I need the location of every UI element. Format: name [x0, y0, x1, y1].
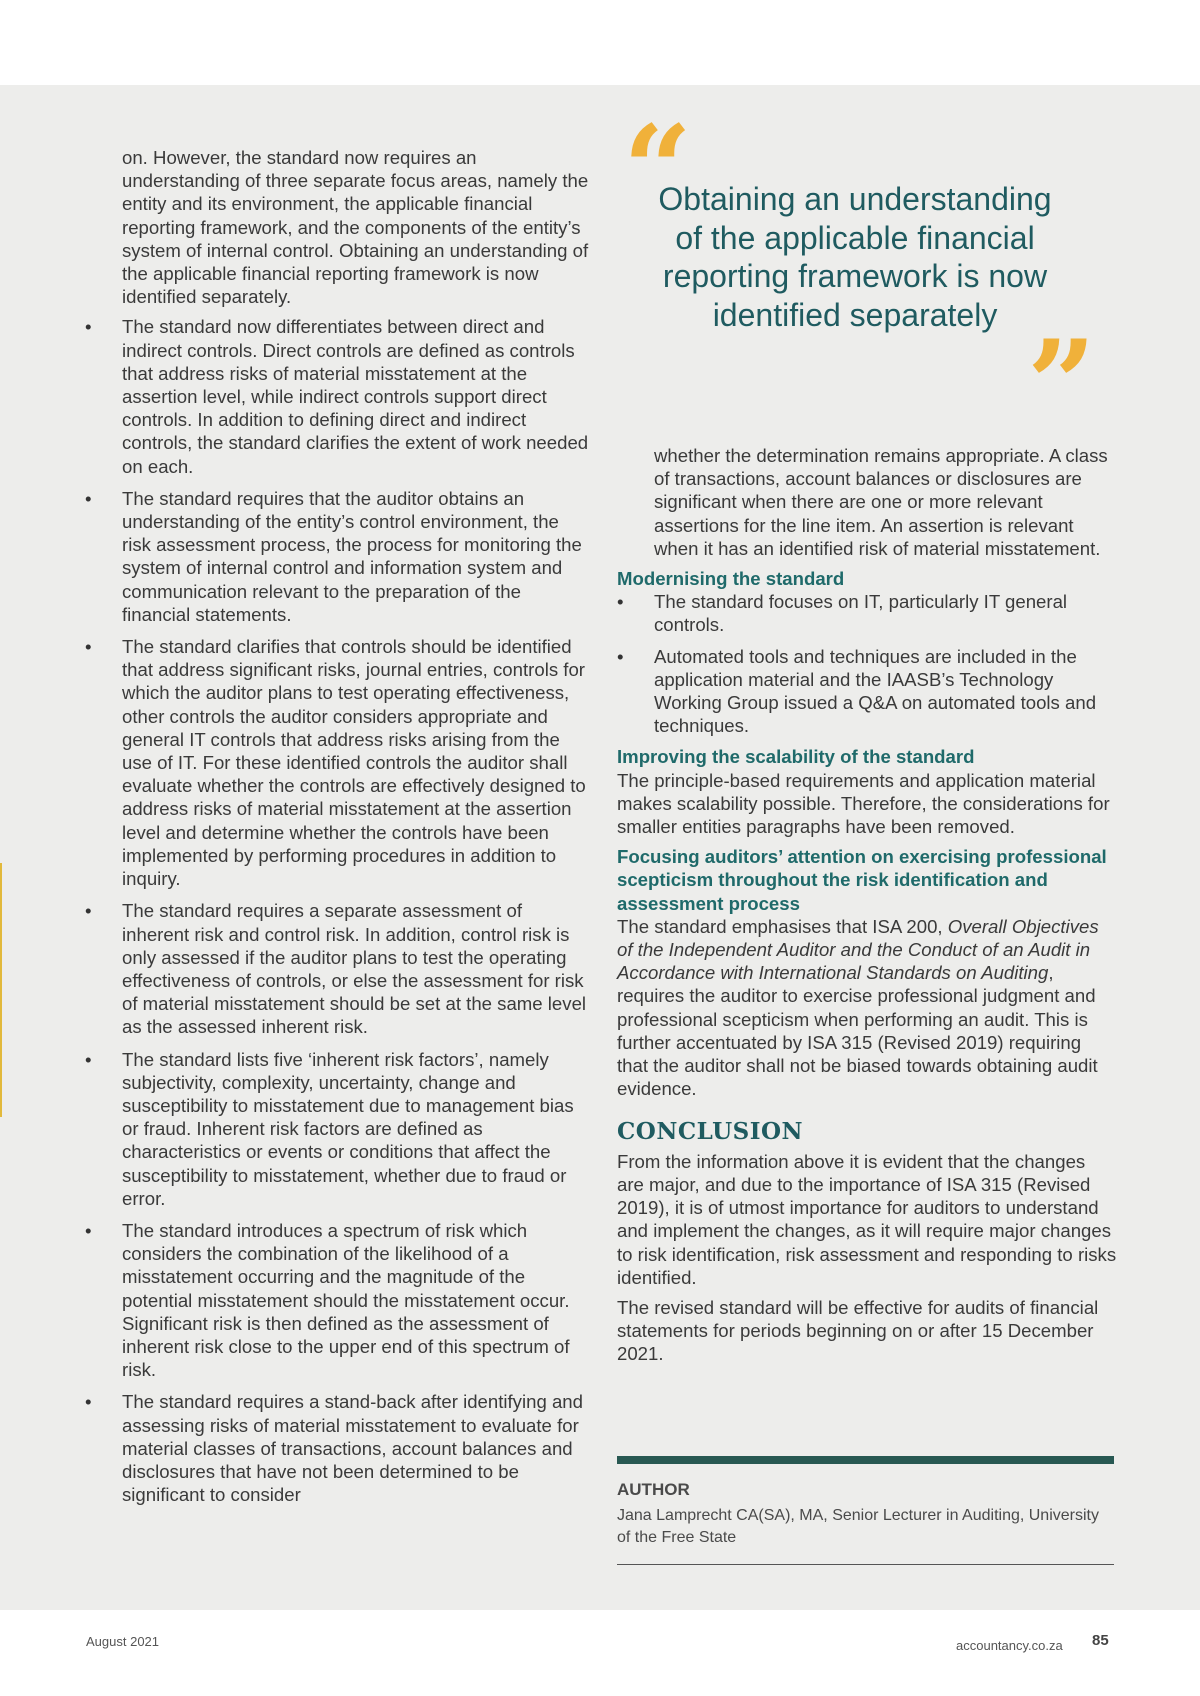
footer-date: August 2021: [86, 1634, 160, 1649]
list-item: • The standard requires a separate assessment of inherent risk and control risk. In addition, control risk is only assessed if the auditor plans to test the operating effectiveness of controls, or else the assessment for risk of material misstatement should be set at the same level as the assessed inherent risk.: [122, 899, 592, 1038]
conclusion-paragraph-1: From the information above it is evident that the changes are major, and due to the importance of ISA 315 (Revised 2019), it is of utmost importance for auditors to understand and implement the changes, as it will require major changes to risk identification, risk assessment and responding to risks identified.: [617, 1150, 1117, 1288]
author-bottom-rule: [617, 1564, 1114, 1565]
author-label: AUTHOR: [617, 1480, 690, 1499]
scepticism-text-after: , requires the auditor to exercise professional judgment and professional scepticism when performing an audit. This is further accentuated by ISA 315 (Revised 2019) requiring that the auditor shall not be biased towards obtaining audit evidence.: [617, 962, 1098, 1100]
margin-marker: [0, 863, 2, 1117]
footer-site: accountancy.co.za: [956, 1638, 1063, 1653]
pull-quote: [620, 99, 1120, 455]
list-item: • The standard focuses on IT, particularly IT general controls.: [654, 590, 1117, 636]
conclusion-heading: CONCLUSION: [617, 1118, 804, 1146]
author-top-rule: [617, 1456, 1114, 1464]
close-quote-icon: ”: [1027, 314, 1097, 455]
conclusion-paragraph-2: The revised standard will be effective for audits of financial statements for periods beginning on or after 15 December 2021.: [617, 1296, 1099, 1365]
requirements-list: [122, 315, 592, 1506]
list-item: • The standard clarifies that controls should be identified that address significant risks, journal entries, controls for which the auditor plans to test operating effectiveness, other controls the auditor considers appropriate and general IT controls that address risks arising from the use of IT. For these identified controls the auditor shall evaluate whether the controls are effectively designed to address risks of material misstatement at the assertion level and determine whether the controls have been implemented by performing procedures in addition to inquiry.: [122, 635, 592, 890]
list-item: • The standard requires a stand-back after identifying and assessing risks of material misstatement to evaluate for material classes of transactions, account balances and disclosures that have not been determined to be significant to consider: [122, 1390, 592, 1506]
scepticism-paragraph: [617, 915, 1117, 1101]
author-details: Jana Lamprecht CA(SA), MA, Senior Lecturer in Auditing, University of the Free State: [617, 1507, 1099, 1546]
pull-quote-text: Obtaining an understanding of the applicable financial reporting framework is now identified separately: [658, 181, 1052, 333]
list-item: • The standard lists five ‘inherent risk factors’, namely subjectivity, complexity, uncertainty, change and susceptibility to misstatement due to management bias or fraud. Inherent risk factors are defined as characteristics or events or conditions that affect the susceptibility to misstatement, whether due to fraud or error.: [122, 1048, 592, 1210]
intro-paragraph: on. However, the standard now requires an understanding of three separate focus areas, namely the entity and its environment, the applicable financial reporting framework, and the components of the entity’s system of internal control. Obtaining an understanding of the applicable financial reporting framework is now identified separately.: [122, 147, 589, 308]
list-item: • The standard now differentiates between direct and indirect controls. Direct controls are defined as controls that address risks of material misstatement at the assertion level, while indirect controls support direct controls. In addition to defining direct and indirect controls, the standard clarifies the extent of work needed on each.: [122, 315, 592, 477]
scalability-heading: Improving the scalability of the standard: [617, 746, 975, 768]
right-column: [617, 444, 1117, 1373]
list-item: • The standard introduces a spectrum of risk which considers the combination of the likelihood of a misstatement occurring and the magnitude of the potential misstatement should the misstatement occur. Significant risk is then defined as the assessment of inherent risk close to the upper end of this spectrum of risk.: [122, 1219, 592, 1381]
isa-200-title: Overall Objectives of the Independent Auditor and the Conduct of an Audit in Accordance with International Standards on Auditing: [617, 915, 1099, 984]
list-item: • The standard requires that the auditor obtains an understanding of the entity’s control environment, the risk assessment process, the process for monitoring the system of internal control and information system and communication relevant to the preparation of the financial statements.: [122, 487, 592, 626]
modernising-heading: Modernising the standard: [617, 568, 845, 590]
open-quote-icon: “: [623, 99, 693, 240]
scalability-paragraph: The principle-based requirements and application material makes scalability possible. Therefore, the considerations for smaller entities paragraphs have been removed.: [617, 769, 1110, 838]
left-column: [122, 146, 592, 1515]
modernising-list: [617, 590, 1117, 737]
page-number: 85: [1092, 1632, 1109, 1649]
scepticism-heading: Focusing auditors’ attention on exercising professional scepticism throughout the risk identification and assessment process: [617, 846, 1107, 914]
list-item: • Automated tools and techniques are included in the application material and the IAASB’s Technology Working Group issued a Q&A on automated tools and techniques.: [654, 645, 1117, 738]
scepticism-text-before: The standard emphasises that ISA 200,: [617, 915, 948, 937]
continuation-paragraph: whether the determination remains appropriate. A class of transactions, account balances or disclosures are significant when there are one or more relevant assertions for the line item. An assertion is relevant when it has an identified risk of material misstatement.: [654, 445, 1108, 559]
